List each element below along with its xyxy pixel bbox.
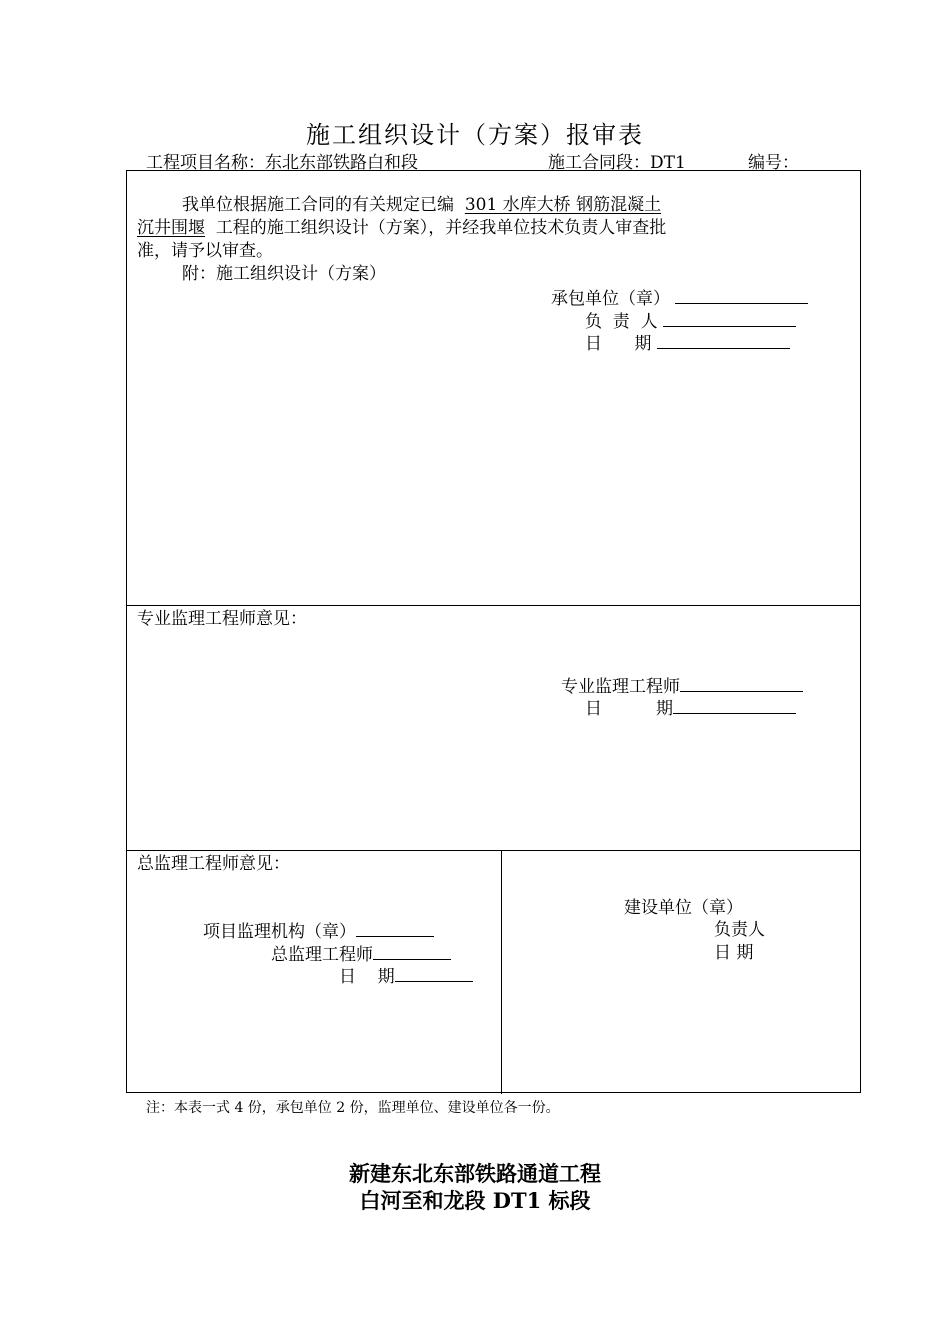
project-name-value: 东北东部铁路白和段 xyxy=(265,153,418,173)
chief-date-label: 日 期 xyxy=(339,967,395,987)
contract-label: 施工合同段： xyxy=(548,153,650,173)
project-title-part1: 301 水库大桥 钢筋混凝土 xyxy=(464,195,662,215)
contractor-blank[interactable] xyxy=(675,286,808,304)
responsible-person-label: 负 责 人 xyxy=(585,312,658,332)
divider-vertical xyxy=(501,850,502,1094)
document-number-label: 编号： xyxy=(748,153,799,173)
chief-opinion-heading: 总监理工程师意见： xyxy=(137,854,290,874)
specialist-date-blank[interactable] xyxy=(673,696,796,714)
specialist-engineer-label: 专业监理工程师 xyxy=(561,677,680,697)
attachment-line: 附：施工组织设计（方案） xyxy=(182,264,386,284)
specialist-date-row xyxy=(585,696,796,721)
divider-2 xyxy=(127,850,860,851)
project-title-part2: 沉井围堰 xyxy=(137,218,205,238)
specialist-date-label: 日 期 xyxy=(585,699,674,719)
specialist-engineer-blank[interactable] xyxy=(680,674,803,692)
supervision-org-blank[interactable] xyxy=(356,919,434,937)
project-name-label: 工程项目名称： xyxy=(146,153,265,173)
responsible-person-blank[interactable] xyxy=(663,309,796,327)
builder-label: 建设单位（章） xyxy=(624,898,743,918)
request-line-2: 沉井围堰 工程的施工组织设计（方案），并经我单位技术负责人审查批 xyxy=(137,218,667,238)
footer-line-2: 白河至和龙段 DT1 标段 xyxy=(359,1188,591,1213)
chief-date-row xyxy=(339,964,473,989)
contractor-date-blank[interactable] xyxy=(657,331,790,349)
contractor-signature-row xyxy=(551,286,808,311)
chief-date-blank[interactable] xyxy=(395,964,473,982)
supervision-org-row xyxy=(203,919,434,944)
contractor-date-label: 日 期 xyxy=(585,334,652,354)
footnote: 注：本表一式 4 份，承包单位 2 份，监理单位、建设单位各一份。 xyxy=(146,1100,560,1116)
chief-engineer-label: 总监理工程师 xyxy=(271,945,373,965)
form-title: 施工组织设计（方案）报审表 xyxy=(306,121,644,149)
supervision-org-label: 项目监理机构（章） xyxy=(203,922,356,942)
builder-person-label: 负责人 xyxy=(714,920,765,940)
divider-1 xyxy=(127,605,860,606)
specialist-opinion-heading: 专业监理工程师意见： xyxy=(137,609,307,629)
builder-date-label: 日 期 xyxy=(714,943,754,963)
request-line-3: 准，请予以审查。 xyxy=(137,241,273,261)
contractor-date-row xyxy=(585,331,790,356)
chief-engineer-blank[interactable] xyxy=(373,942,451,960)
request-line-1: 我单位根据施工合同的有关规定已编 301 水库大桥 钢筋混凝土 xyxy=(182,195,662,215)
contractor-label: 承包单位（章） xyxy=(551,289,670,309)
footer-line-1: 新建东北东部铁路通道工程 xyxy=(349,1161,601,1186)
contract-value: DT1 xyxy=(650,153,686,173)
review-form-table xyxy=(126,170,861,1093)
